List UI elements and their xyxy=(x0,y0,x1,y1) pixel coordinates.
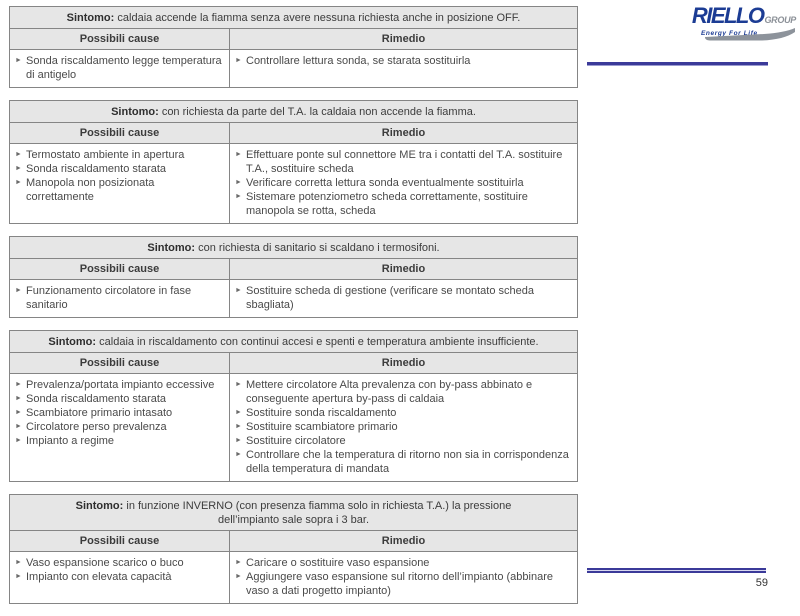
bullet-arrow-icon: ► xyxy=(235,179,242,186)
remedy-item xyxy=(234,570,571,598)
bullet-arrow-icon: ► xyxy=(15,381,22,388)
symptom-row xyxy=(10,495,577,531)
bullet-arrow-icon: ► xyxy=(235,409,242,416)
bullet-arrow-icon: ► xyxy=(235,151,242,158)
remedies-cell xyxy=(230,280,577,317)
remedy-text: Sistemare potenziometro scheda correttamente, sostituire manopola se rotta, scheda xyxy=(246,191,528,217)
causes-cell xyxy=(10,50,230,87)
causes-cell xyxy=(10,280,230,317)
bullet-arrow-icon: ► xyxy=(15,151,22,158)
symptom-text: caldaia in riscaldamento con continui accesi e spenti e temperatura ambiente insufficiente. xyxy=(99,336,539,348)
bullet-arrow-icon: ► xyxy=(15,165,22,172)
riello-logo xyxy=(691,3,796,45)
bullet-arrow-icon: ► xyxy=(15,395,22,402)
symptom-label: Sintomo: xyxy=(66,12,115,24)
causes-header: Possibili cause xyxy=(10,259,230,279)
cause-item xyxy=(14,284,223,312)
cause-text: Manopola non posizionata correttamente xyxy=(26,177,155,203)
causes-header: Possibili cause xyxy=(10,353,230,373)
table-body-row xyxy=(10,552,577,603)
remedy-item xyxy=(234,190,571,218)
cause-item xyxy=(14,556,223,570)
remedy-header: Rimedio xyxy=(381,535,426,547)
column-header-row xyxy=(10,29,577,50)
bullet-arrow-icon: ► xyxy=(235,437,242,444)
cause-item xyxy=(14,392,223,406)
symptom-label: Sintomo: xyxy=(147,242,196,254)
remedy-item xyxy=(234,176,571,190)
causes-header: Possibili cause xyxy=(10,531,230,551)
bullet-arrow-icon: ► xyxy=(235,287,242,294)
cause-item xyxy=(14,570,223,584)
cause-item xyxy=(14,434,223,448)
bullet-arrow-icon: ► xyxy=(235,193,242,200)
symptom-row xyxy=(10,7,577,29)
cause-item xyxy=(14,176,223,204)
remedy-header: Rimedio xyxy=(381,33,426,45)
causes-header: Possibili cause xyxy=(10,29,230,49)
cause-text: Impianto con elevata capacità xyxy=(26,571,172,583)
riello-wordmark: RIELLO xyxy=(691,3,764,28)
footer-rule xyxy=(587,568,766,573)
remedy-text: Mettere circolatore Alta prevalenza con by-pass abbinato e conseguente apertura by-pass di caldaia xyxy=(246,379,533,405)
page-number: 59 xyxy=(755,577,768,589)
remedy-item xyxy=(234,378,571,406)
symptom-table-2 xyxy=(9,100,578,224)
remedy-item xyxy=(234,284,571,312)
remedy-item xyxy=(234,420,571,434)
causes-cell xyxy=(10,144,230,223)
remedy-text: Controllare che la temperatura di ritorno non sia in corrispondenza della temperatura di mandata xyxy=(246,449,569,475)
causes-cell xyxy=(10,374,230,481)
remedies-cell xyxy=(230,374,577,481)
column-header-row xyxy=(10,353,577,374)
cause-text: Impianto a regime xyxy=(26,435,115,447)
causes-header: Possibili cause xyxy=(10,123,230,143)
cause-text: Vaso espansione scarico o buco xyxy=(26,557,184,569)
symptom-label: Sintomo: xyxy=(111,106,159,118)
cause-item xyxy=(14,420,223,434)
remedy-header: Rimedio xyxy=(381,263,426,275)
remedy-item xyxy=(234,448,571,476)
remedy-header: Rimedio xyxy=(381,127,426,139)
remedy-text: Sostituire circolatore xyxy=(246,435,346,447)
bullet-arrow-icon: ► xyxy=(15,409,22,416)
bullet-arrow-icon: ► xyxy=(235,559,242,566)
symptom-table-5 xyxy=(9,494,578,604)
symptom-table-4 xyxy=(9,330,578,482)
riello-group-label: GROUP xyxy=(764,15,796,25)
cause-item xyxy=(14,378,223,392)
table-body-row xyxy=(10,50,577,87)
cause-item xyxy=(14,162,223,176)
cause-item xyxy=(14,148,223,162)
symptom-text: con richiesta di sanitario si scaldano i termosifoni. xyxy=(198,242,440,254)
remedy-item xyxy=(234,406,571,420)
remedy-item xyxy=(234,434,571,448)
table-body-row xyxy=(10,374,577,481)
remedy-text: Effettuare ponte sul connettore ME tra i contatti del T.A. sostituire T.A., sostituire scheda xyxy=(246,149,563,175)
symptom-row xyxy=(10,101,577,123)
remedy-item xyxy=(234,148,571,176)
bullet-arrow-icon: ► xyxy=(15,57,22,64)
cause-text: Sonda riscaldamento legge temperatura di antigelo xyxy=(26,55,222,81)
bullet-arrow-icon: ► xyxy=(15,179,22,186)
cause-text: Funzionamento circolatore in fase sanitario xyxy=(26,285,192,311)
remedy-item xyxy=(234,556,571,570)
cause-item xyxy=(14,54,223,82)
bullet-arrow-icon: ► xyxy=(15,573,22,580)
remedy-text: Caricare o sostituire vaso espansione xyxy=(246,557,430,569)
bullet-arrow-icon: ► xyxy=(235,451,242,458)
remedies-cell xyxy=(230,50,577,87)
bullet-arrow-icon: ► xyxy=(235,423,242,430)
cause-text: Sonda riscaldamento starata xyxy=(26,393,167,405)
bullet-arrow-icon: ► xyxy=(235,381,242,388)
logo-swoosh-icon xyxy=(704,28,796,42)
bullet-arrow-icon: ► xyxy=(15,423,22,430)
cause-text: Sonda riscaldamento starata xyxy=(26,163,167,175)
table-body-row xyxy=(10,144,577,223)
causes-cell xyxy=(10,552,230,603)
remedy-text: Sostituire scheda di gestione (verificare se montato scheda sbagliata) xyxy=(246,285,534,311)
symptom-label: Sintomo: xyxy=(75,500,124,512)
remedies-cell xyxy=(230,552,577,603)
remedies-cell xyxy=(230,144,577,223)
remedy-item xyxy=(234,54,571,68)
bullet-arrow-icon: ► xyxy=(15,437,22,444)
remedy-header: Rimedio xyxy=(381,357,426,369)
symptom-text: caldaia accende la fiamma senza avere nessuna richiesta anche in posizione OFF. xyxy=(117,12,521,24)
remedy-text: Controllare lettura sonda, se starata sostituirla xyxy=(246,55,471,67)
bullet-arrow-icon: ► xyxy=(235,57,242,64)
cause-text: Circolatore perso prevalenza xyxy=(26,421,167,433)
column-header-row xyxy=(10,259,577,280)
bullet-arrow-icon: ► xyxy=(15,559,22,566)
symptom-table-1 xyxy=(9,6,578,88)
bullet-arrow-icon: ► xyxy=(235,573,242,580)
column-header-row xyxy=(10,531,577,552)
column-header-row xyxy=(10,123,577,144)
header-rule xyxy=(587,62,768,66)
troubleshooting-tables xyxy=(9,6,578,616)
symptom-text: con richiesta da parte del T.A. la caldaia non accende la fiamma. xyxy=(161,106,476,118)
remedy-text: Sostituire scambiatore primario xyxy=(246,421,398,433)
cause-text: Prevalenza/portata impianto eccessive xyxy=(26,379,215,391)
symptom-row xyxy=(10,331,577,353)
table-body-row xyxy=(10,280,577,317)
remedy-text: Sostituire sonda riscaldamento xyxy=(246,407,397,419)
cause-item xyxy=(14,406,223,420)
remedy-text: Verificare corretta lettura sonda eventualmente sostituirla xyxy=(246,177,524,189)
symptom-table-3 xyxy=(9,236,578,318)
cause-text: Termostato ambiente in apertura xyxy=(26,149,185,161)
bullet-arrow-icon: ► xyxy=(15,287,22,294)
cause-text: Scambiatore primario intasato xyxy=(26,407,173,419)
logo-tagline: Energy For Life xyxy=(701,30,758,37)
symptom-label: Sintomo: xyxy=(48,336,97,348)
symptom-row xyxy=(10,237,577,259)
symptom-text: in funzione INVERNO (con presenza fiamma solo in richiesta T.A.) la pressione dell’impianto sale sopra i 3 bar. xyxy=(126,500,512,526)
remedy-text: Aggiungere vaso espansione sul ritorno dell’impianto (abbinare vaso a dati progetto impianto) xyxy=(246,571,553,597)
